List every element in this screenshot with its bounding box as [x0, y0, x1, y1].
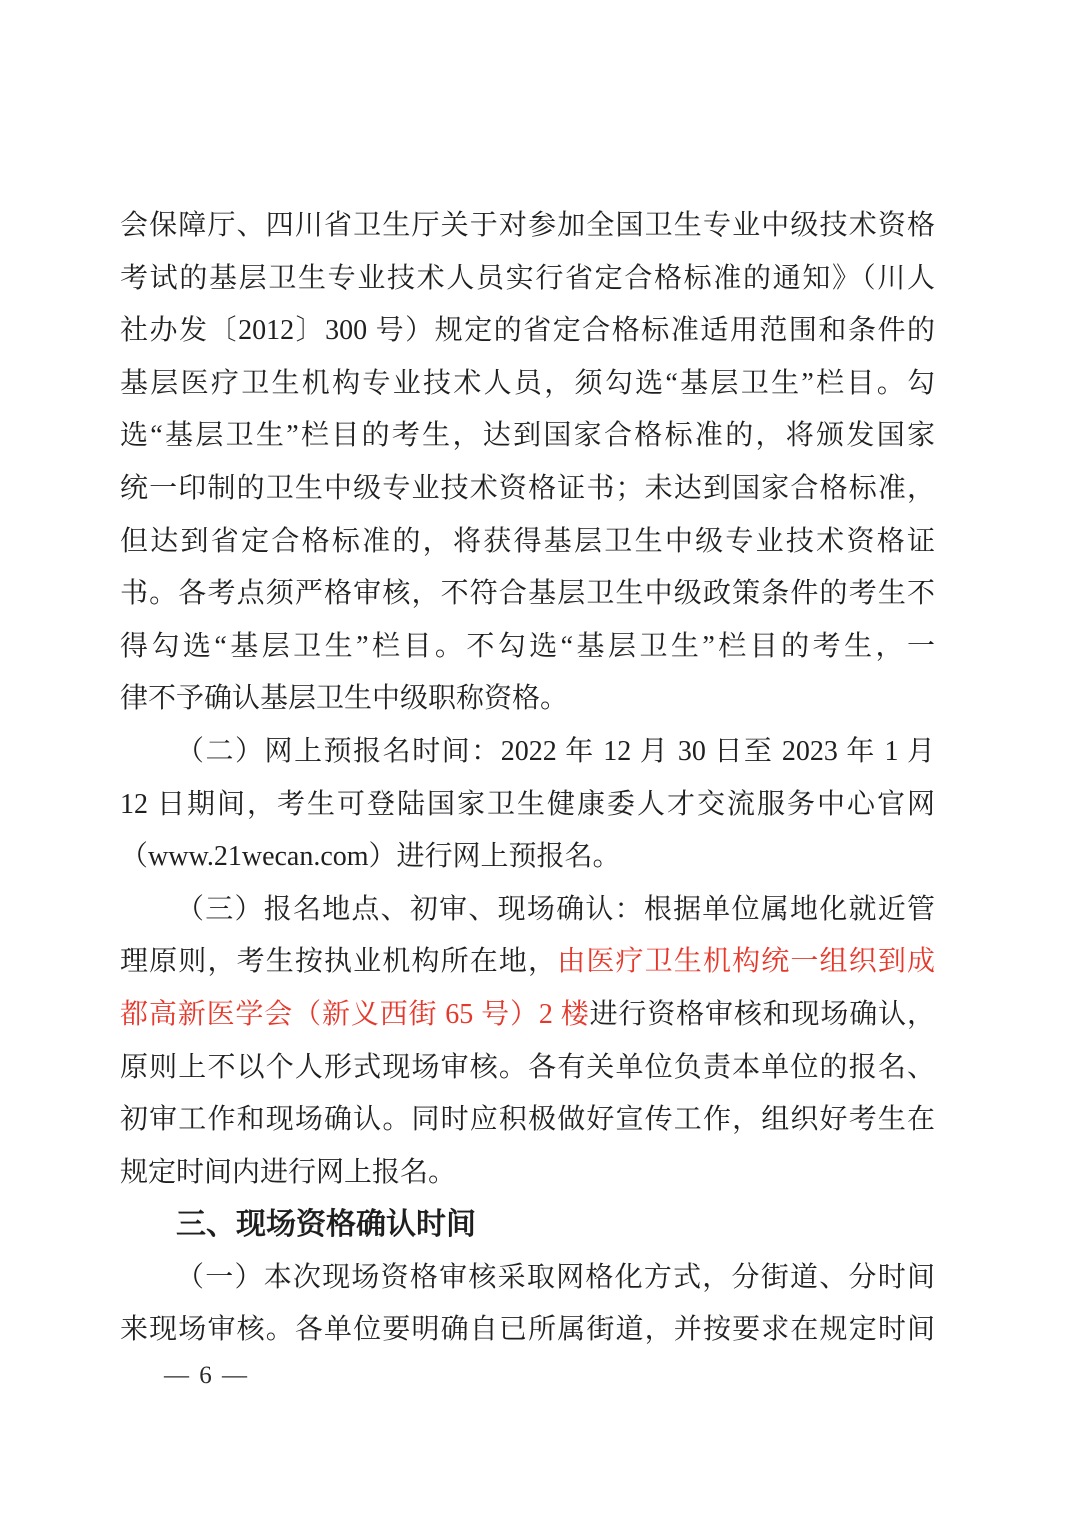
body-text: 进行资格审核和现场确认， [589, 998, 935, 1030]
body-line-paragraph-start: （一）本次现场资格审核采取网格化方式，分街道、分时间 [176, 1261, 935, 1293]
body-text: 理原则，考生按执业机构所在地， [120, 946, 558, 978]
body-line: 律不予确认基层卫生中级职称资格。 [120, 683, 569, 715]
body-line-paragraph-start: （二）网上预报名时间：2022 年 12 月 30 日至 2023 年 1 月 [176, 735, 935, 767]
emphasis-text: 都高新医学会（新义西街 65 号）2 楼 [120, 998, 590, 1030]
body-line: 统一印制的卫生中级专业技术资格证书；未达到国家合格标准， [120, 472, 935, 504]
body-line: 但达到省定合格标准的，将获得基层卫生中级专业技术资格证 [120, 525, 935, 557]
body-line: 选“基层卫生”栏目的考生，达到国家合格标准的，将颁发国家 [120, 420, 935, 452]
body-line [120, 989, 935, 1042]
emphasis-text: 由医疗卫生机构统一组织到成 [557, 946, 935, 978]
body-line: 初审工作和现场确认。同时应积极做好宣传工作，组织好考生在 [120, 1104, 935, 1136]
body-line: 考试的基层卫生专业技术人员实行省定合格标准的通知》（川人 [120, 262, 935, 294]
body-line: 书。各考点须严格审核，不符合基层卫生中级政策条件的考生不 [120, 578, 935, 610]
body-line: 12 日期间，考生可登陆国家卫生健康委人才交流服务中心官网 [120, 788, 935, 820]
section-heading: 三、现场资格确认时间 [176, 1208, 476, 1242]
body-line [120, 936, 935, 989]
body-line: 基层医疗卫生机构专业技术人员，须勾选“基层卫生”栏目。勾 [120, 367, 935, 399]
body-line: 社办发〔2012〕300 号）规定的省定合格标准适用范围和条件的 [120, 315, 935, 347]
body-line-paragraph-start: （三）报名地点、初审、现场确认：根据单位属地化就近管 [176, 893, 935, 925]
body-line: 会保障厅、四川省卫生厅关于对参加全国卫生专业中级技术资格 [120, 210, 935, 241]
body-line-with-url: （www.21wecan.com）进行网上预报名。 [120, 841, 621, 873]
body-line: 来现场审核。各单位要明确自已所属街道，并按要求在规定时间 [120, 1314, 935, 1346]
body-line: 得勾选“基层卫生”栏目。不勾选“基层卫生”栏目的考生，一 [120, 630, 935, 662]
body-line: 原则上不以个人形式现场审核。各有关单位负责本单位的报名、 [120, 1051, 935, 1083]
document-body [120, 200, 935, 1357]
page-number: — 6 — [164, 1362, 249, 1389]
body-line: 规定时间内进行网上报名。 [120, 1156, 457, 1188]
